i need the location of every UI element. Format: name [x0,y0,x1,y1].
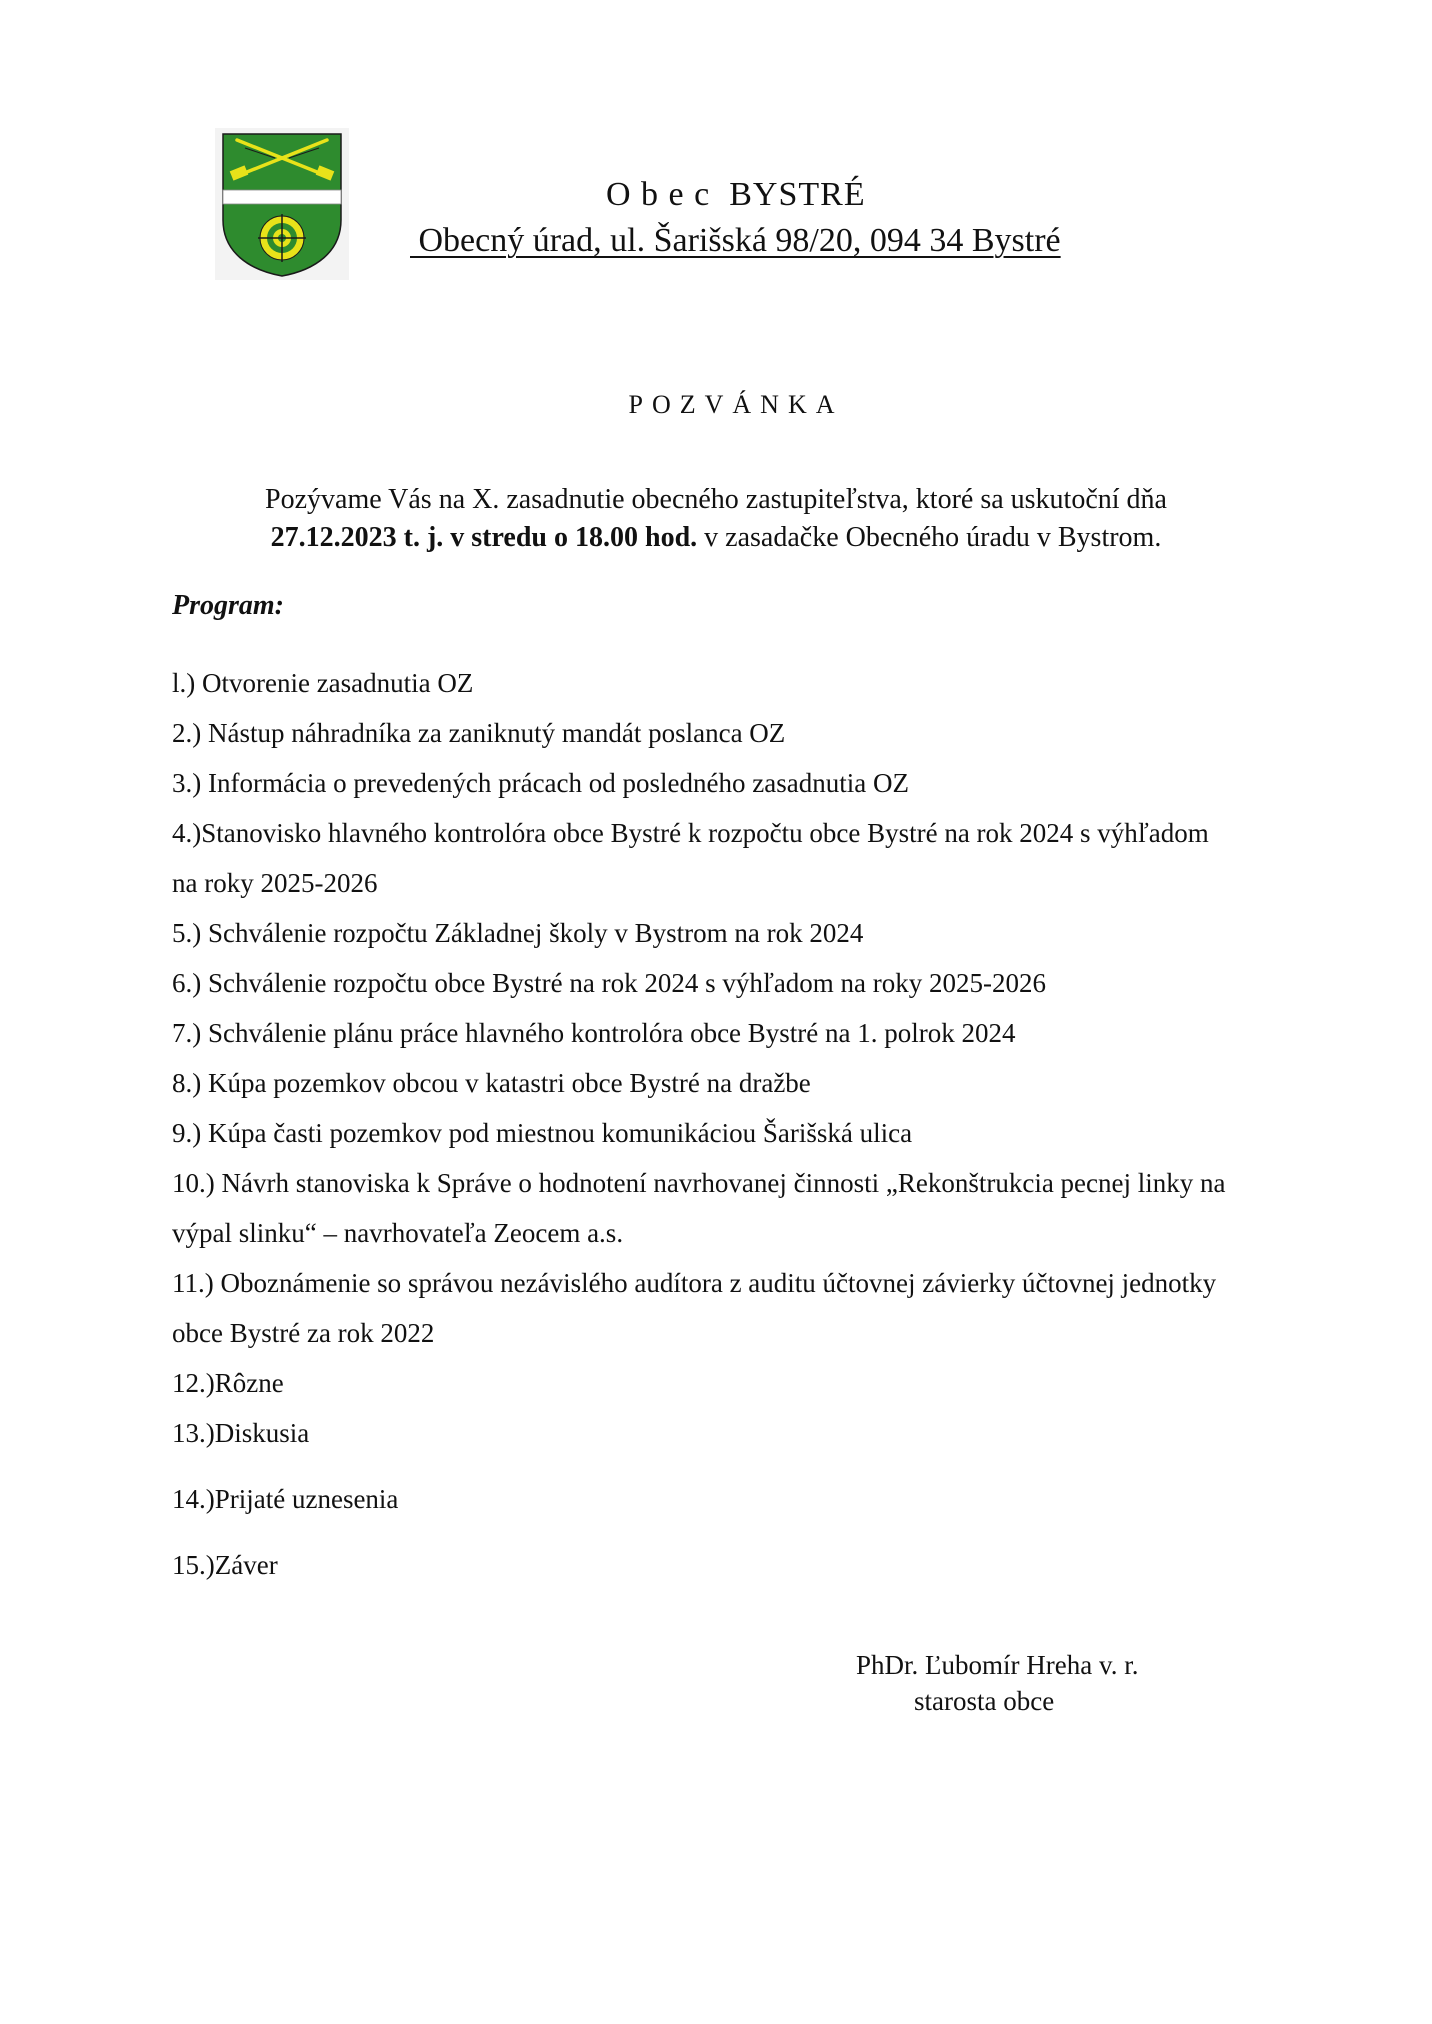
agenda-item: l.) Otvorenie zasadnutia OZ [172,668,474,698]
agenda-item: 11.) Oboznámenie so správou nezávislého audítora z auditu účtovnej závierky účtovnej jednotky [172,1268,1217,1298]
meeting-location: v zasadačke Obecného úradu v Bystrom. [697,522,1162,553]
document-title: POZVÁNKA [628,390,844,419]
agenda-item: 4.)Stanovisko hlavného kontrolóra obce Bystré k rozpočtu obce Bystré na rok 2024 s výhľadom [172,818,1209,848]
signer-role: starosta obce [914,1686,1055,1716]
agenda-item: 14.)Prijaté uznesenia [172,1484,399,1514]
agenda-item: 7.) Schválenie plánu práce hlavného kontrolóra obce Bystré na 1. polrok 2024 [172,1018,1016,1048]
signer-name: PhDr. Ľubomír Hreha v. r. [856,1650,1139,1680]
agenda-item: 6.) Schválenie rozpočtu obce Bystré na rok 2024 s výhľadom na roky 2025-2026 [172,968,1047,998]
agenda-item-continuation: výpal slinku“ – navrhovateľa Zeocem a.s. [172,1218,624,1248]
agenda-item: 3.) Informácia o prevedených prácach od posledného zasadnutia OZ [172,768,909,798]
agenda-item: 15.)Záver [172,1550,278,1580]
agenda-item-continuation: obce Bystré za rok 2022 [172,1318,435,1348]
agenda-item: 13.)Diskusia [172,1418,310,1448]
invitation-text-line2 [0,522,1432,554]
agenda-item-continuation: na roky 2025-2026 [172,868,378,898]
agenda-item: 2.) Nástup náhradníka za zaniknutý mandát poslanca OZ [172,718,786,748]
agenda-item: 10.) Návrh stanoviska k Správe o hodnotení navrhovanej činnosti „Rekonštrukcia pecnej linky na [172,1168,1226,1198]
meeting-date: 27.12.2023 t. j. v stredu o 18.00 hod. [270,522,698,553]
agenda-item: 5.) Schválenie rozpočtu Základnej školy v Bystrom na rok 2024 [172,918,864,948]
program-label: Program: [172,590,284,621]
agenda-item: 9.) Kúpa časti pozemkov pod miestnou komunikáciou Šarišská ulica [172,1118,913,1148]
office-address: Obecný úrad, ul. Šarišská 98/20, 094 34 Bystré [410,222,1061,259]
invitation-text-line1: Pozývame Vás na X. zasadnutie obecného zastupiteľstva, ktoré sa uskutoční dňa [265,484,1167,515]
agenda-item: 8.) Kúpa pozemkov obcou v katastri obce Bystré na dražbe [172,1068,811,1098]
agenda-item: 12.)Rôzne [172,1368,284,1398]
coat-of-arms-icon [215,128,349,280]
municipality-name: O b e c BYSTRÉ [606,176,866,213]
